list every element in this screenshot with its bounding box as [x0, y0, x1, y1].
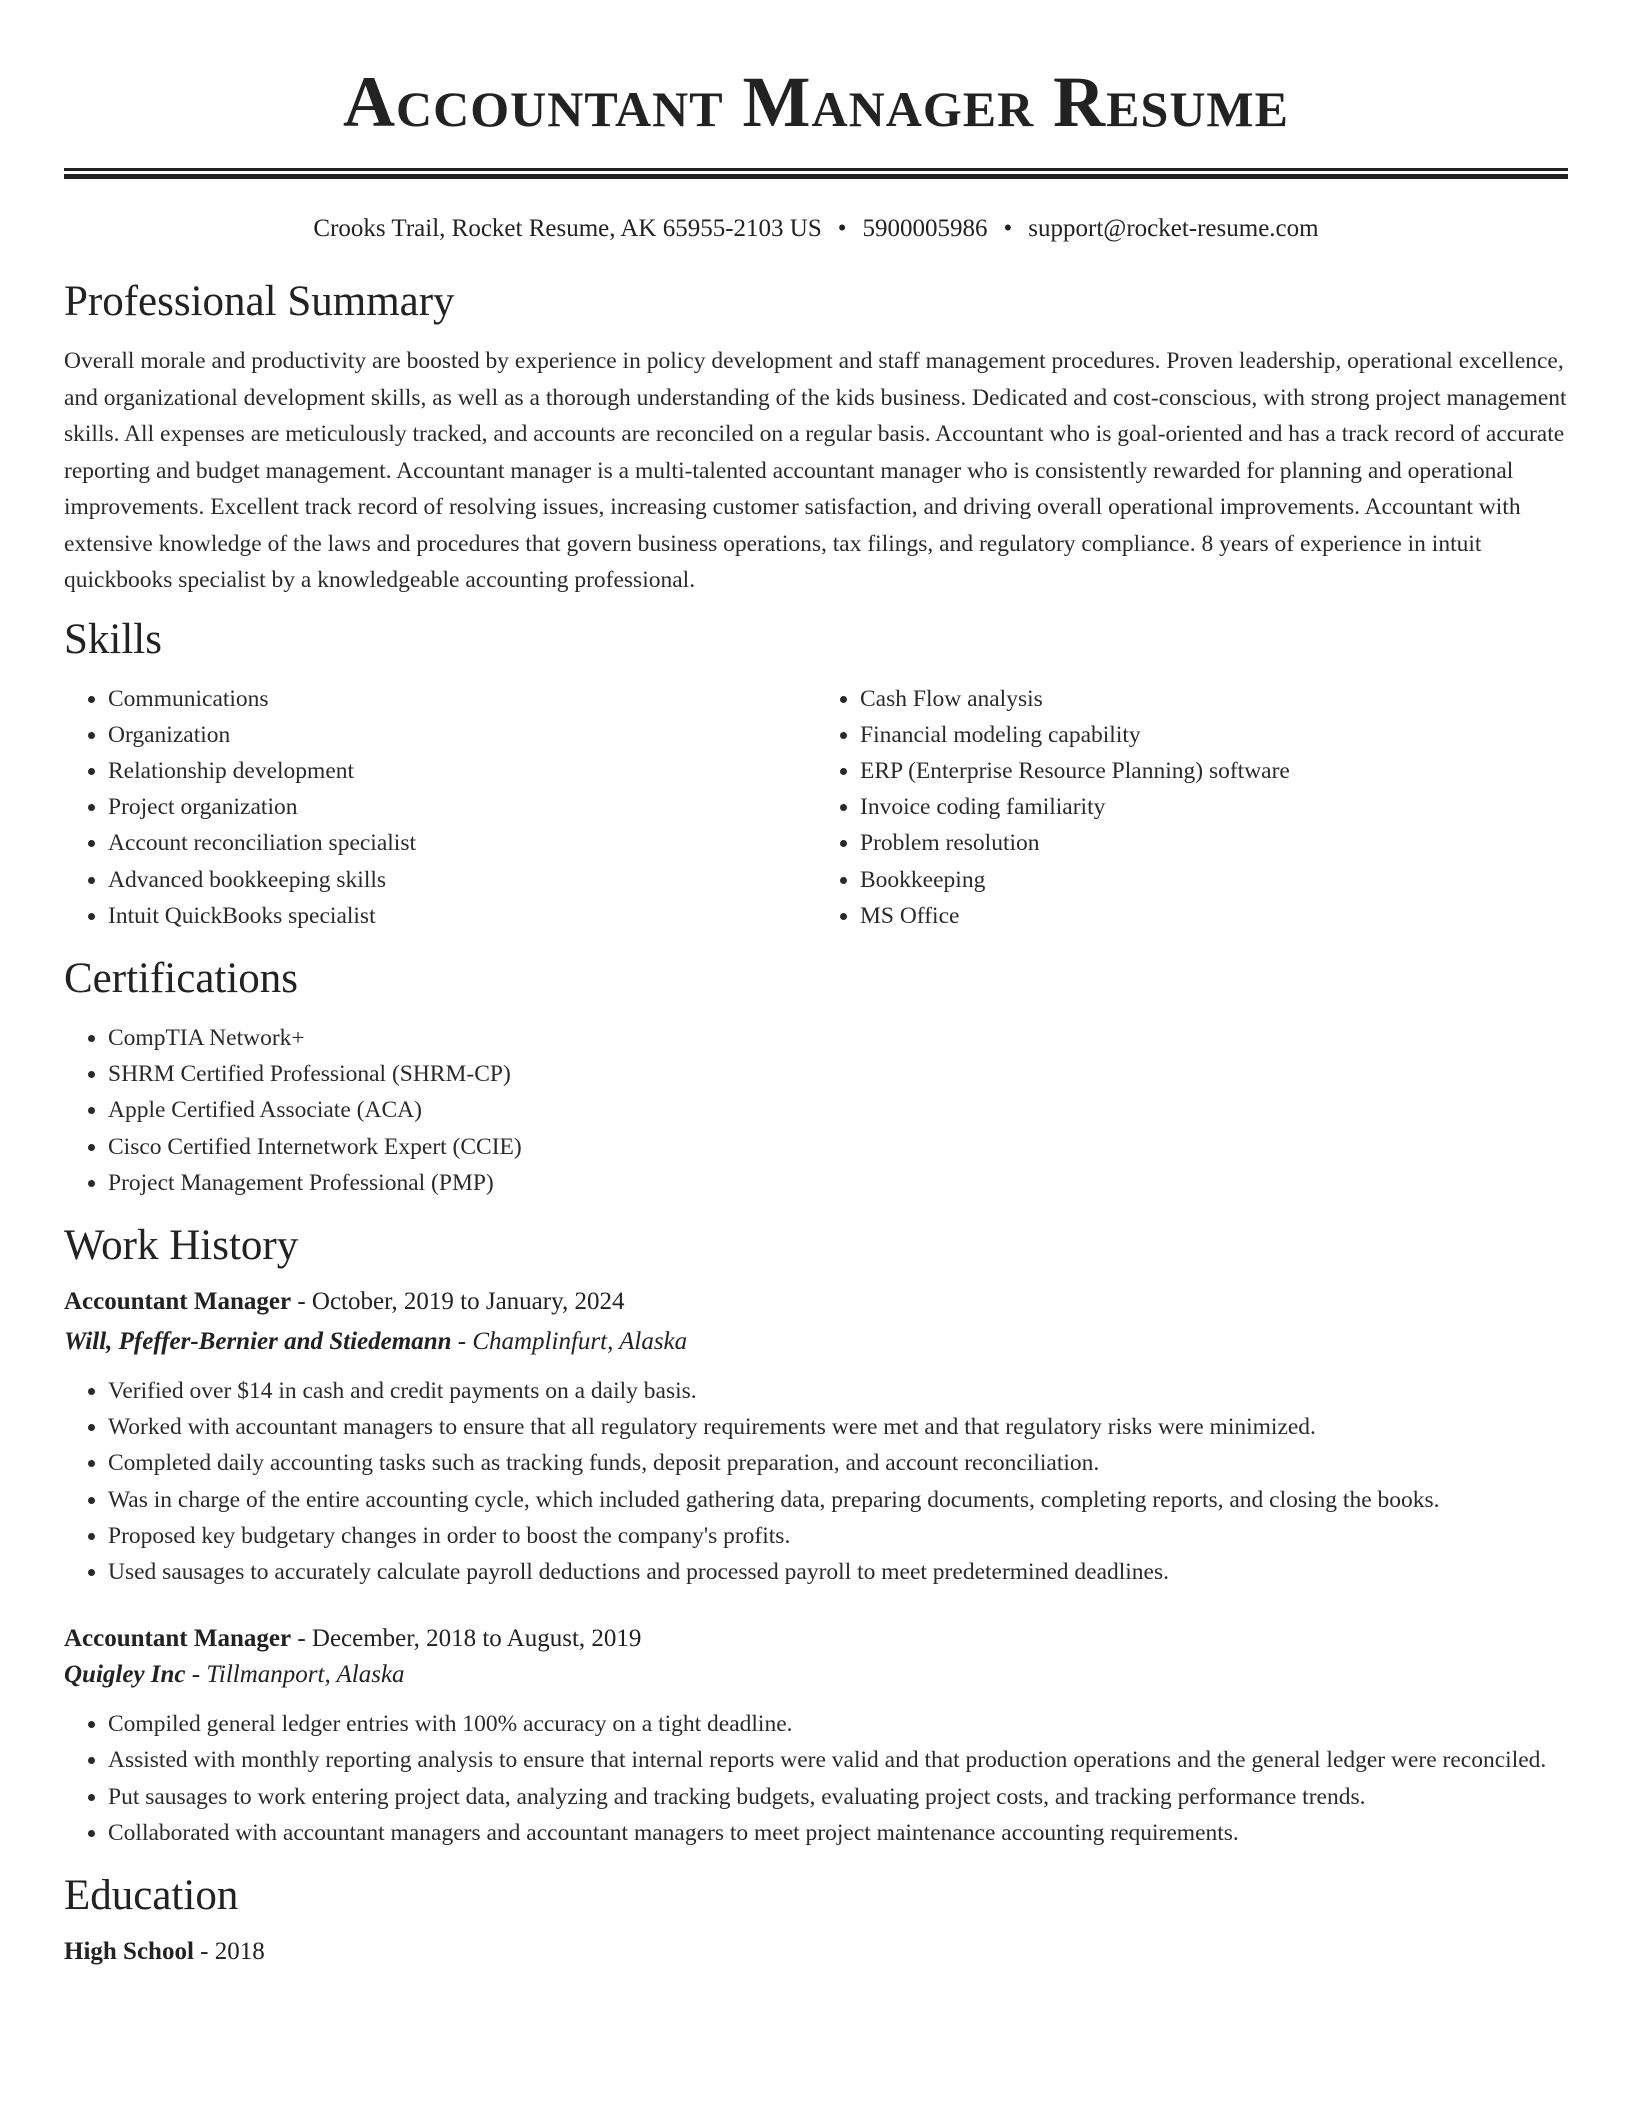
education-section [64, 1869, 1568, 1969]
summary-heading: Professional Summary [64, 278, 455, 325]
certification-item: • CompTIA Network+ [108, 1020, 1568, 1056]
job-location: - Tillmanport, Alaska [185, 1661, 405, 1689]
skills-heading: Skills [64, 615, 162, 663]
skill-item: • Advanced bookkeeping skills [108, 862, 816, 898]
certification-item: • Project Management Professional (PMP) [108, 1165, 1568, 1201]
job-bullet: • Put sausages to work entering project data, analyzing and tracking budgets, evaluating project costs, and tracking performance trends. [108, 1779, 1568, 1815]
certification-item: • Cisco Certified Internetwork Expert (CCIE) [108, 1129, 1568, 1165]
work-history-section [64, 1219, 1568, 1851]
contact-separator: • [837, 215, 847, 242]
education-year: - 2018 [193, 1937, 265, 1965]
job-bullets [64, 1373, 1568, 1590]
contact-address: Crooks Trail, Rocket Resume, AK 65955-2103 US [313, 215, 822, 242]
job-title-line [64, 1285, 1568, 1319]
contact-email: support@rocket-resume.com [1028, 215, 1319, 242]
certifications-section [64, 952, 1568, 1201]
job-bullet: • Completed daily accounting tasks such as tracking funds, deposit preparation, and account reconciliation. [108, 1445, 1568, 1481]
skill-item: • Invoice coding familiarity [860, 789, 1568, 825]
summary-text: Overall morale and productivity are boosted by experience in policy development and staff management procedures. Proven leadership, operational excellence, and organizational development skills, as well as a thorough understanding of the kids business. Dedicated and cost-conscious, with strong project management skills. All expenses are meticulously tracked, and accounts are reconciled on a regular basis. Accountant who is goal-oriented and has a track record of accurate reporting and budget management. Accountant manager is a multi-talented accountant manager who is consistently rewarded for planning and operational improvements. Excellent track record of resolving issues, increasing customer satisfaction, and driving overall operational improvements. Accountant with extensive knowledge of the laws and procedures that govern business operations, tax filings, and regulatory compliance. 8 years of experience in intuit quickbooks specialist by a knowledgeable accounting professional. [64, 348, 1567, 593]
contact-line [64, 213, 1568, 245]
education-entry [64, 1935, 1568, 1969]
certification-item: • Apple Certified Associate (ACA) [108, 1092, 1568, 1128]
job-location: - Champlinfurt, Alaska [451, 1327, 688, 1355]
skills-section [64, 613, 1568, 934]
job-bullet: • Verified over $14 in cash and credit payments on a daily basis. [108, 1373, 1568, 1409]
certification-item: • SHRM Certified Professional (SHRM-CP) [108, 1056, 1568, 1092]
skill-item: • Cash Flow analysis [860, 681, 1568, 717]
resume-title: Accountant Manager Resume [343, 62, 1289, 142]
job-entry [64, 1285, 1568, 1590]
skills-list-left [64, 681, 816, 934]
job-title: Accountant Manager [64, 1287, 292, 1315]
job-dates: - December, 2018 to August, 2019 [291, 1625, 642, 1653]
skill-item: • Bookkeeping [860, 862, 1568, 898]
job-bullet: • Worked with accountant managers to ensure that all regulatory requirements were met and that regulatory risks were minimized. [108, 1409, 1568, 1445]
job-bullet: • Proposed key budgetary changes in order to boost the company's profits. [108, 1518, 1568, 1554]
skill-item: • Intuit QuickBooks specialist [108, 898, 816, 934]
job-company-line [64, 1658, 1568, 1692]
job-bullet: • Assisted with monthly reporting analysis to ensure that internal reports were valid and that production operations and the general ledger were reconciled. [108, 1742, 1568, 1778]
education-degree: High School [64, 1937, 194, 1965]
skill-item: • Financial modeling capability [860, 717, 1568, 753]
job-bullet: • Was in charge of the entire accounting cycle, which included gathering data, preparing documents, completing reports, and closing the books. [108, 1482, 1568, 1518]
job-bullets [64, 1706, 1568, 1851]
job-company-line [64, 1325, 1568, 1359]
job-bullet: • Compiled general ledger entries with 100% accuracy on a tight deadline. [108, 1706, 1568, 1742]
skill-item: • Project organization [108, 789, 816, 825]
skills-columns [64, 681, 1568, 934]
title-divider [64, 168, 1568, 179]
job-bullet: • Used sausages to accurately calculate payroll deductions and processed payroll to meet predetermined deadlines. [108, 1554, 1568, 1590]
work-history-heading: Work History [64, 1221, 299, 1269]
contact-separator: • [1003, 215, 1013, 242]
certifications-heading: Certifications [64, 954, 299, 1002]
summary-section [64, 275, 1568, 599]
job-dates: - October, 2019 to January, 2024 [291, 1287, 625, 1315]
skill-item: • MS Office [860, 898, 1568, 934]
job-entry [64, 1622, 1568, 1851]
education-heading: Education [64, 1871, 239, 1919]
job-company: Quigley Inc [64, 1661, 186, 1689]
skill-item: • ERP (Enterprise Resource Planning) software [860, 753, 1568, 789]
contact-phone: 5900005986 [862, 215, 988, 242]
job-title-line [64, 1622, 1568, 1656]
job-bullet: • Collaborated with accountant managers and accountant managers to meet project maintenance accounting requirements. [108, 1815, 1568, 1851]
skill-item: • Problem resolution [860, 825, 1568, 861]
job-company: Will, Pfeffer-Bernier and Stiedemann [64, 1327, 452, 1355]
certifications-list [64, 1020, 1568, 1201]
skill-item: • Relationship development [108, 753, 816, 789]
skill-item: • Account reconciliation specialist [108, 825, 816, 861]
skills-list-right [816, 681, 1568, 934]
skill-item: • Organization [108, 717, 816, 753]
job-title: Accountant Manager [64, 1625, 292, 1653]
skill-item: • Communications [108, 681, 816, 717]
